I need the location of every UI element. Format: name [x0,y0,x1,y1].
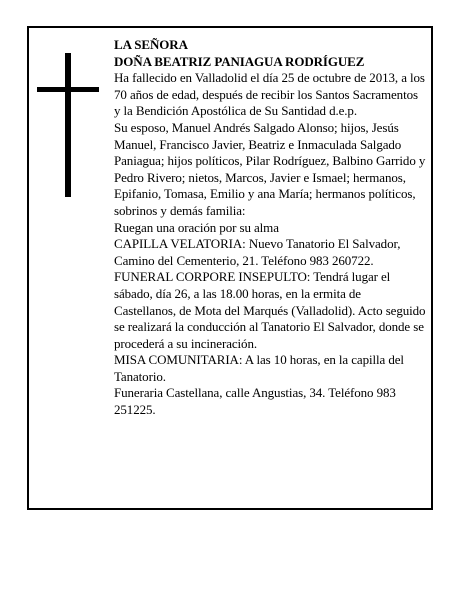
mass-info: MISA COMUNITARIA: A las 10 horas, en la capilla del Tanatorio. [114,352,404,384]
cross-horizontal-bar [37,87,99,92]
funeral-info: FUNERAL CORPORE INSEPULTO: Tendrá lugar el sábado, día 26, a las 18.00 horas, en la ermita de Castellanos, de Mota del Marqués (Valladolid). Acto seguido se realizará la conducción al Tanatorio El Salvador, donde se procederá a su incineración. [114,269,426,351]
deceased-name: DOÑA BEATRIZ PANIAGUA RODRÍGUEZ [114,53,365,69]
obituary-text [114,37,426,419]
prayer-request: Ruegan una oración por su alma [114,219,279,235]
death-announcement: Ha fallecido en Valladolid el día 25 de octubre de 2013, a los 70 años de edad, después de recibir los Santos Sacramentos y la Bendición Apostólica de Su Santidad d.e.p. [114,70,425,119]
cross-vertical-bar [65,53,71,197]
funeral-home-info: Funeraria Castellana, calle Angustias, 34. Teléfono 983 251225. [114,385,396,418]
title-line-1: LA SEÑORA [114,37,188,52]
family-list: Su esposo, Manuel Andrés Salgado Alonso; hijos, Jesús Manuel, Francisco Javier, Beatriz e Inmaculada Salgado Paniagua; hijos políticos, Pilar Rodríguez, Balbino Garrido y Pedro Rivero; nietos, Marcos, Javier e Ismael; hermanos, Epifanio, Tomasa, Emilio y ana María; hermanos políticos, sobrinos y demás familia: [114,119,426,218]
cross-icon [37,53,99,197]
wake-info: CAPILLA VELATORIA: Nuevo Tanatorio El Salvador, Camino del Cementerio, 21. Teléfono 983 260722. [114,236,401,268]
